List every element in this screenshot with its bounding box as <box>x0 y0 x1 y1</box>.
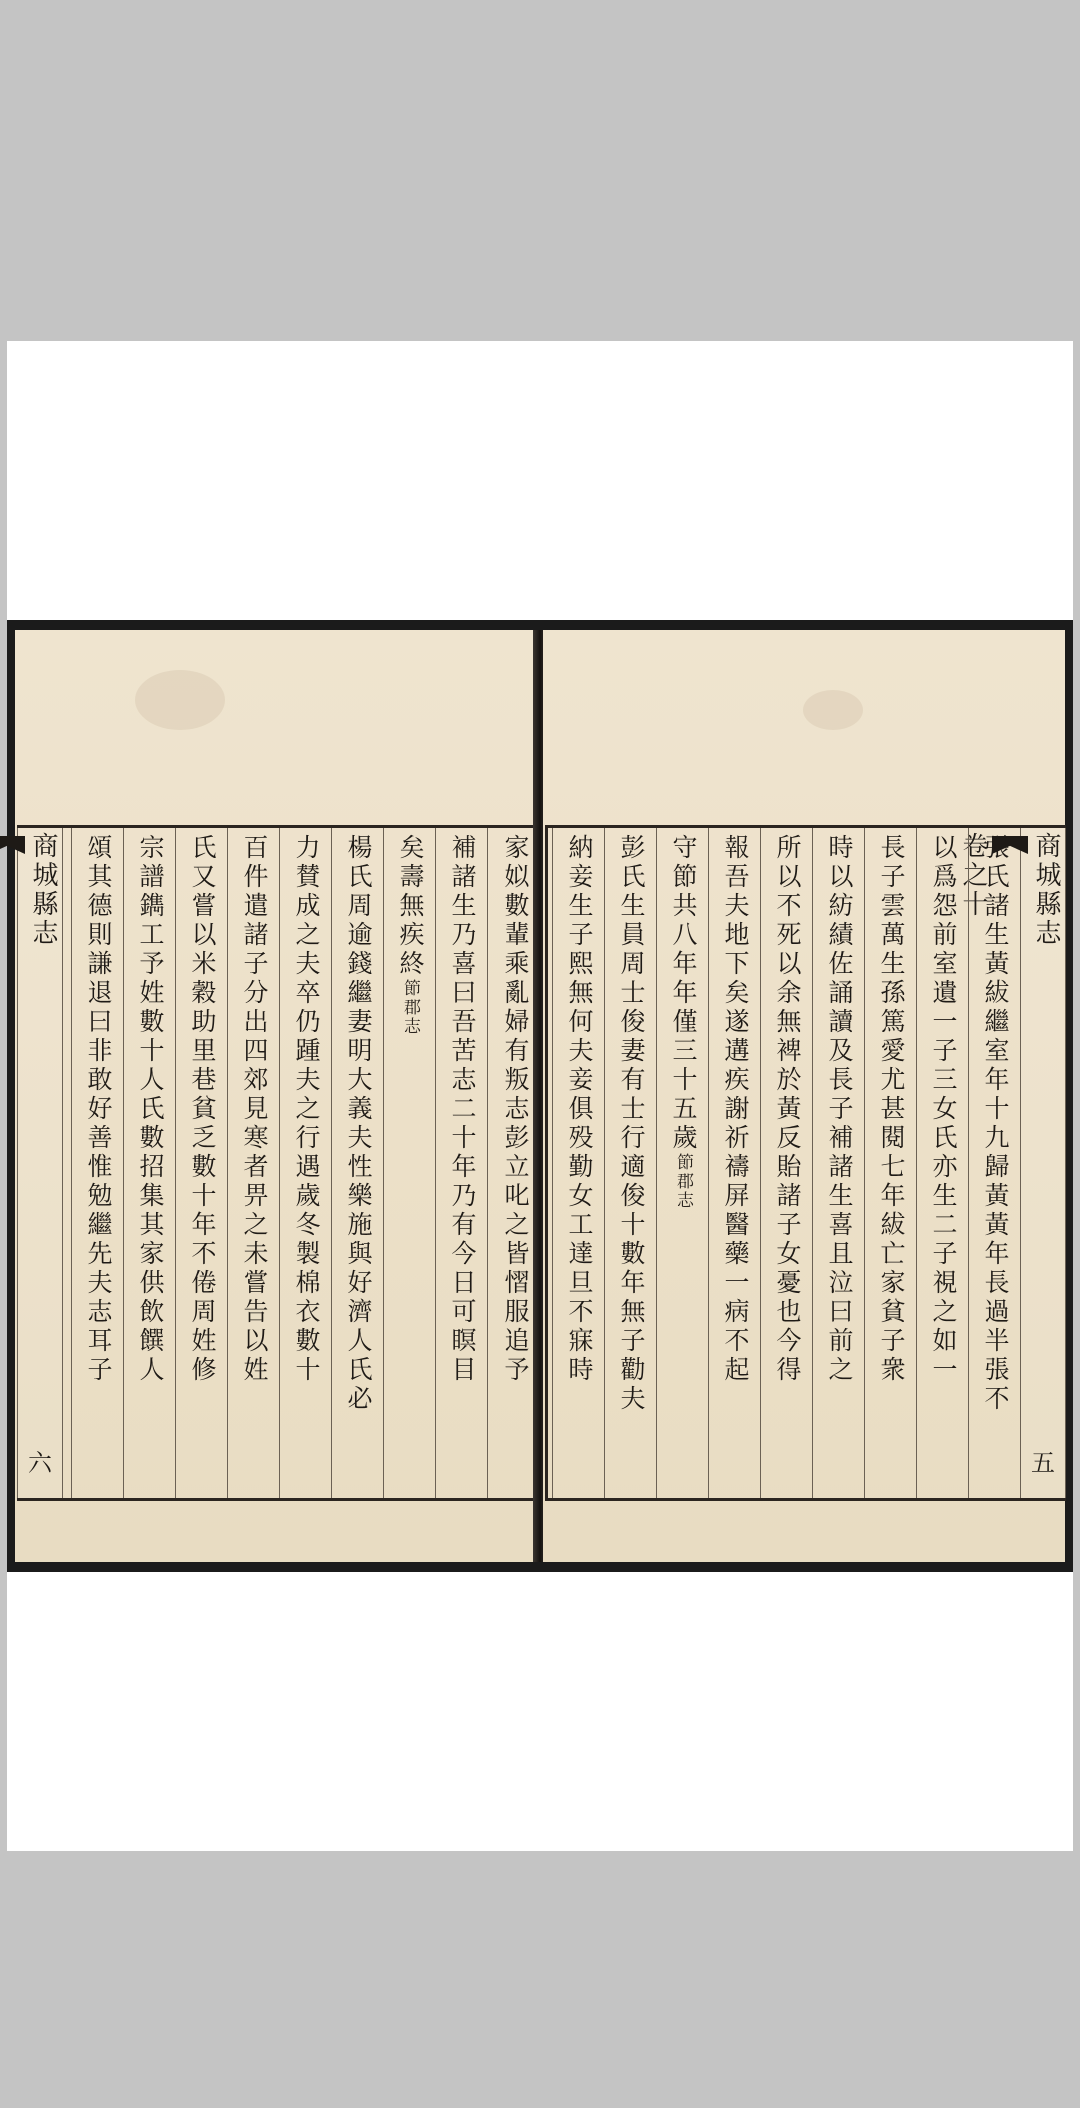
column-text: 矣壽無疾終 <box>396 834 425 979</box>
text-column <box>227 828 280 1498</box>
right-folio: 五 <box>1031 1449 1055 1477</box>
right-margin-title: 商城縣志 <box>1031 832 1061 948</box>
text-column <box>175 828 228 1498</box>
right-margin-volume: 卷之十 <box>958 832 988 919</box>
column-text: 所以不死以余無裨於黃反貽諸子女憂也今得 <box>773 834 802 1385</box>
column-text: 以爲怨前室遺一子三女氏亦生二子視之如一 <box>929 834 958 1385</box>
text-column <box>435 828 488 1498</box>
text-column <box>604 828 657 1498</box>
left-page <box>15 630 541 1562</box>
source-note: 節郡志 <box>400 979 420 1036</box>
text-column <box>760 828 813 1498</box>
column-text: 氏又嘗以米穀助里巷貧乏數十年不倦周姓修 <box>188 834 217 1385</box>
column-text: 補諸生乃喜曰吾苦志二十年乃有今日可瞑目 <box>448 834 477 1385</box>
text-column <box>812 828 865 1498</box>
text-column <box>656 828 709 1498</box>
left-margin-title: 商城縣志 <box>28 832 58 948</box>
fish-tail-mark-icon <box>0 836 25 854</box>
text-column <box>708 828 761 1498</box>
text-column <box>123 828 176 1498</box>
column-text: 百件遣諸子分出四郊見寒者畀之未嘗告以姓 <box>240 834 269 1385</box>
column-text: 報吾夫地下矣遂遘疾謝祈禱屏醫藥一病不起 <box>721 834 750 1385</box>
column-text: 納妾生子熙無何夫妾俱殁勤女工達旦不寐時 <box>565 834 594 1385</box>
column-text: 力賛成之夫卒仍踵夫之行遇歲冬製棉衣數十 <box>292 834 321 1385</box>
column-text: 彭氏生員周士俊妻有士行適俊十數年無子勸夫 <box>617 834 646 1414</box>
text-column <box>383 828 436 1498</box>
text-column <box>71 828 124 1498</box>
left-folio: 六 <box>28 1449 52 1477</box>
left-margin-strip <box>17 828 63 1498</box>
column-text: 張氏諸生黃紱繼室年十九歸黃黃年長過半張不 <box>981 834 1010 1414</box>
column-text: 時以紡績佐誦讀及長子補諸生喜且泣曰前之 <box>825 834 854 1385</box>
left-text-frame <box>17 825 544 1501</box>
text-column <box>331 828 384 1498</box>
text-column <box>864 828 917 1498</box>
column-text: 家姒數輩乘亂婦有叛志彭立叱之皆慴服追予 <box>501 834 530 1385</box>
text-column <box>916 828 969 1498</box>
text-column <box>279 828 332 1498</box>
book-scan <box>7 620 1073 1572</box>
text-column <box>552 828 605 1498</box>
column-text: 頌其德則謙退曰非敢好善惟勉繼先夫志耳子 <box>84 834 113 1385</box>
right-page <box>543 630 1065 1562</box>
right-text-frame <box>545 825 1066 1501</box>
column-text: 長子雲萬生孫篤愛尤甚閱七年紱亡家貧子衆 <box>877 834 906 1385</box>
column-text: 守節共八年年僅三十五歲 <box>669 834 698 1153</box>
column-text: 宗譜鐫工予姓數十人氏數招集其家供飲饌人 <box>136 834 165 1385</box>
text-column <box>968 828 1021 1498</box>
source-note: 節郡志 <box>673 1153 693 1210</box>
column-text: 楊氏周逾錢繼妻明大義夫性樂施與好濟人氏必 <box>344 834 373 1414</box>
